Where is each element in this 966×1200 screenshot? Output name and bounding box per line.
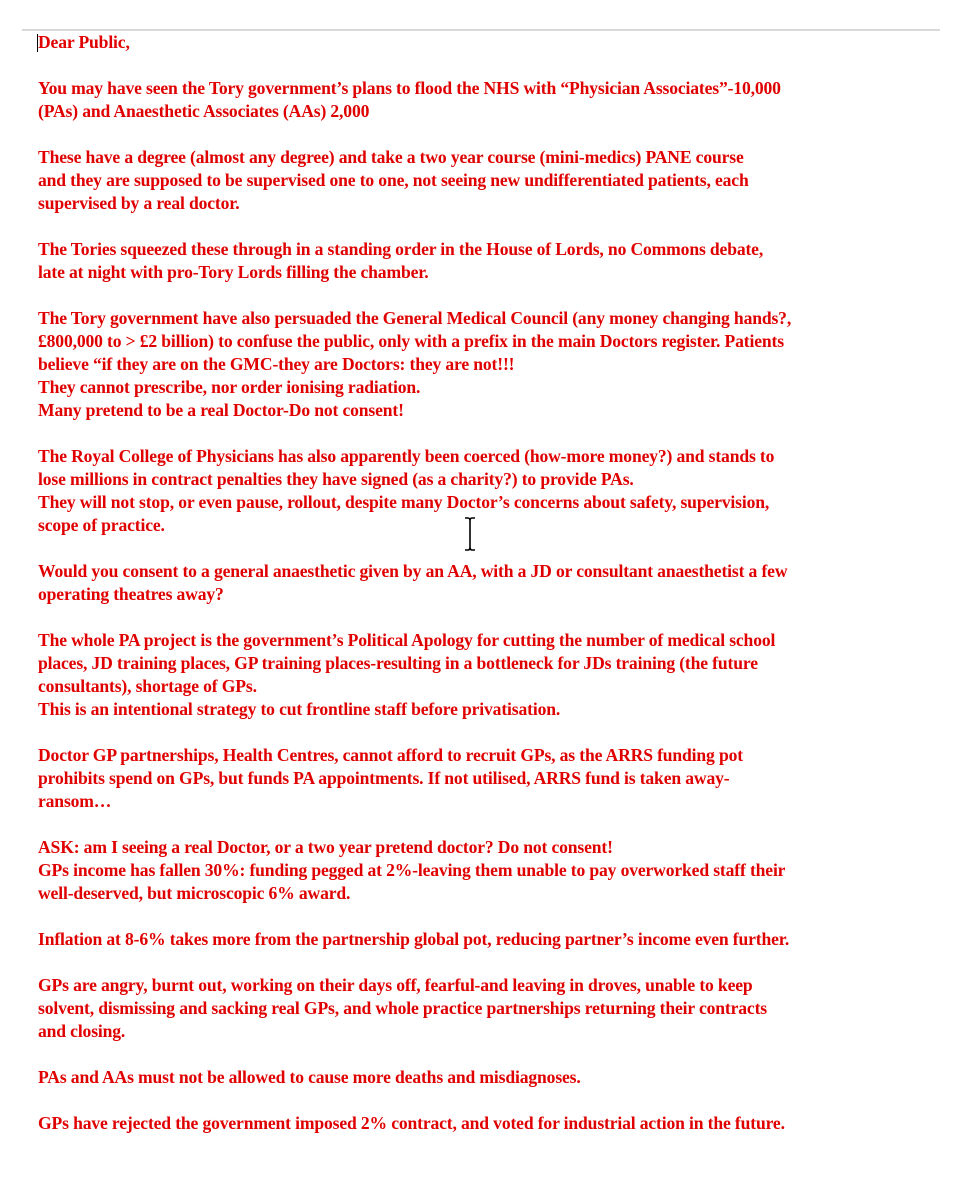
paragraph: [38, 31, 928, 54]
text-line: places, JD training places, GP training places-resulting in a bottleneck for JDs training (the future: [38, 653, 758, 673]
text-line: well-deserved, but microscopic 6% award.: [38, 883, 351, 903]
text-line: and closing.: [38, 1021, 126, 1041]
text-line: The Royal College of Physicians has also apparently been coerced (how-more money?) and stands to: [38, 446, 775, 466]
text-line: prohibits spend on GPs, but funds PA appointments. If not utilised, ARRS fund is taken away-: [38, 768, 730, 788]
text-line: Dear Public,: [38, 32, 130, 52]
i-beam-cursor-icon: [463, 517, 477, 551]
text-line: operating theatres away?: [38, 584, 224, 604]
text-line: Inflation at 8-6% takes more from the partnership global pot, reducing partner’s income even further.: [38, 929, 790, 949]
text-line: believe “if they are on the GMC-they are Doctors: they are not!!!: [38, 354, 515, 374]
text-line: GPs have rejected the government imposed 2% contract, and voted for industrial action in the future.: [38, 1113, 785, 1133]
text-line: and they are supposed to be supervised one to one, not seeing new undifferentiated patients, each: [38, 170, 749, 190]
text-line: solvent, dismissing and sacking real GPs, and whole practice partnerships returning their contracts: [38, 998, 768, 1018]
paragraph: [38, 1066, 928, 1089]
text-line: You may have seen the Tory government’s plans to flood the NHS with “Physician Associates”-10,000: [38, 78, 781, 98]
text-line: GPs income has fallen 30%: funding pegged at 2%-leaving them unable to pay overworked staff their: [38, 860, 786, 880]
text-line: consultants), shortage of GPs.: [38, 676, 257, 696]
document-body[interactable]: [38, 31, 928, 1158]
text-line: (PAs) and Anaesthetic Associates (AAs) 2,000: [38, 101, 370, 121]
paragraph: [38, 928, 928, 951]
paragraph: [38, 77, 928, 123]
paragraph: [38, 1112, 928, 1135]
paragraph: [38, 836, 928, 905]
paragraph: [38, 974, 928, 1043]
text-line: lose millions in contract penalties they have signed (as a charity?) to provide PAs.: [38, 469, 634, 489]
text-line: scope of practice.: [38, 515, 165, 535]
paragraph: [38, 146, 928, 215]
paragraph: [38, 560, 928, 606]
paragraph: [38, 445, 928, 537]
text-line: ASK: am I seeing a real Doctor, or a two year pretend doctor? Do not consent!: [38, 837, 613, 857]
text-line: The whole PA project is the government’s Political Apology for cutting the number of medical school: [38, 630, 776, 650]
text-line: PAs and AAs must not be allowed to cause more deaths and misdiagnoses.: [38, 1067, 581, 1087]
text-line: ransom…: [38, 791, 112, 811]
text-line: They will not stop, or even pause, rollout, despite many Doctor’s concerns about safety, supervision,: [38, 492, 770, 512]
paragraph: [38, 238, 928, 284]
paragraph: [38, 744, 928, 813]
text-line: They cannot prescribe, nor order ionising radiation.: [38, 377, 421, 397]
text-line: Many pretend to be a real Doctor-Do not consent!: [38, 400, 404, 420]
text-line: supervised by a real doctor.: [38, 193, 240, 213]
text-line: GPs are angry, burnt out, working on their days off, fearful-and leaving in droves, unable to keep: [38, 975, 753, 995]
text-line: The Tory government have also persuaded the General Medical Council (any money changing hands?,: [38, 308, 792, 328]
text-line: The Tories squeezed these through in a standing order in the House of Lords, no Commons debate,: [38, 239, 764, 259]
text-line: late at night with pro-Tory Lords filling the chamber.: [38, 262, 429, 282]
paragraph: [38, 629, 928, 721]
paragraph: [38, 307, 928, 422]
text-line: £800,000 to > £2 billion) to confuse the public, only with a prefix in the main Doctors register. Patients: [38, 331, 784, 351]
text-line: Would you consent to a general anaesthetic given by an AA, with a JD or consultant anaesthetist a few: [38, 561, 788, 581]
text-line: This is an intentional strategy to cut frontline staff before privatisation.: [38, 699, 561, 719]
text-line: Doctor GP partnerships, Health Centres, cannot afford to recruit GPs, as the ARRS funding pot: [38, 745, 743, 765]
text-line: These have a degree (almost any degree) and take a two year course (mini-medics) PANE course: [38, 147, 744, 167]
